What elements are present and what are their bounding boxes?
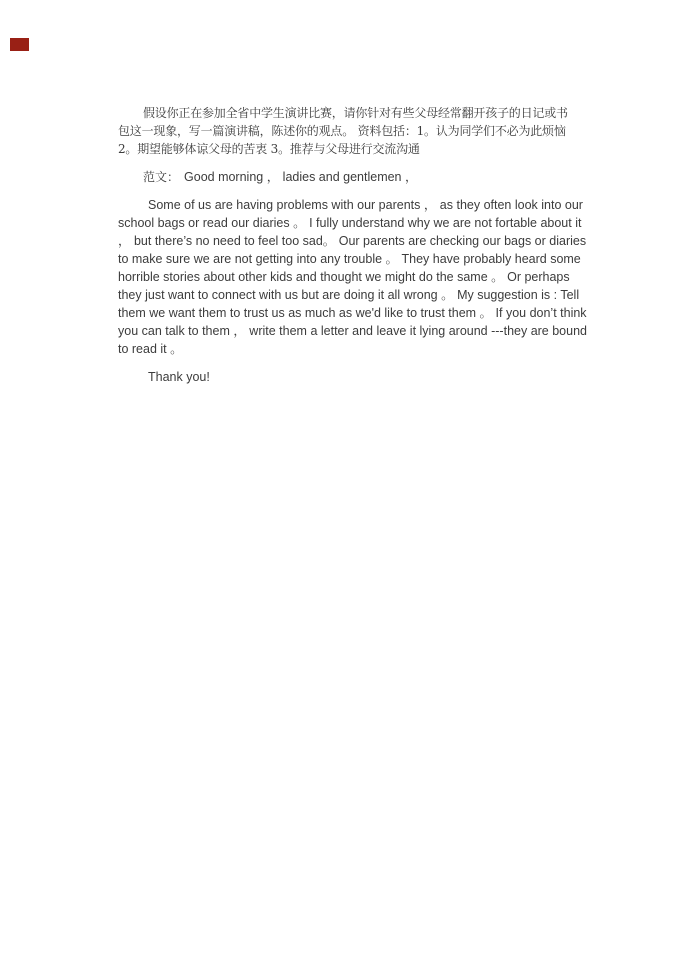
greeting-text: Good morning ， ladies and gentlemen ， bbox=[184, 170, 418, 184]
essay-line: you can talk to them ， write them a letter and leave it lying around ---they are bound bbox=[118, 324, 587, 338]
red-marker bbox=[10, 38, 29, 51]
essay-line: they just want to connect with us but are doing it all wrong 。 My suggestion is : Tell bbox=[118, 288, 580, 302]
prompt-line: 假设你正在参加全省中学生演讲比赛，请你针对有些父母经常翻开孩子的日记或书 bbox=[143, 106, 568, 120]
prompt-paragraph bbox=[118, 104, 579, 158]
model-essay-label: 范文： bbox=[143, 170, 180, 184]
essay-line: them we want them to trust us as much as we'd like to trust them 。 If you don’t think bbox=[118, 306, 587, 320]
essay-line: horrible stories about other kids and thought we might do the same 。 Or perhaps bbox=[118, 270, 570, 284]
closing-line: Thank you! bbox=[148, 370, 210, 384]
essay-line: school bags or read our diaries 。 I fully understand why we are not fortable about it bbox=[118, 216, 582, 230]
essay-line: Some of us are having problems with our parents ， as they often look into our bbox=[148, 198, 583, 212]
prompt-line: 2。期望能够体谅父母的苦衷 3。推荐与父母进行交流沟通 bbox=[118, 142, 420, 156]
document-content bbox=[118, 104, 587, 396]
model-essay-heading-line bbox=[118, 168, 579, 186]
prompt-line: 包这一现象，写一篇演讲稿，陈述你的观点。 资料包括：1。认为同学们不必为此烦恼 bbox=[118, 124, 566, 138]
essay-line: ， but there’s no need to feel too sad。 Our parents are checking our bags or diaries bbox=[118, 234, 587, 248]
essay-line: to read it 。 bbox=[118, 342, 183, 356]
essay-line: to make sure we are not getting into any trouble 。 They have probably heard some bbox=[118, 252, 581, 266]
essay-body-paragraph bbox=[118, 196, 587, 358]
closing-paragraph bbox=[118, 368, 579, 386]
model-essay-heading bbox=[118, 168, 579, 186]
